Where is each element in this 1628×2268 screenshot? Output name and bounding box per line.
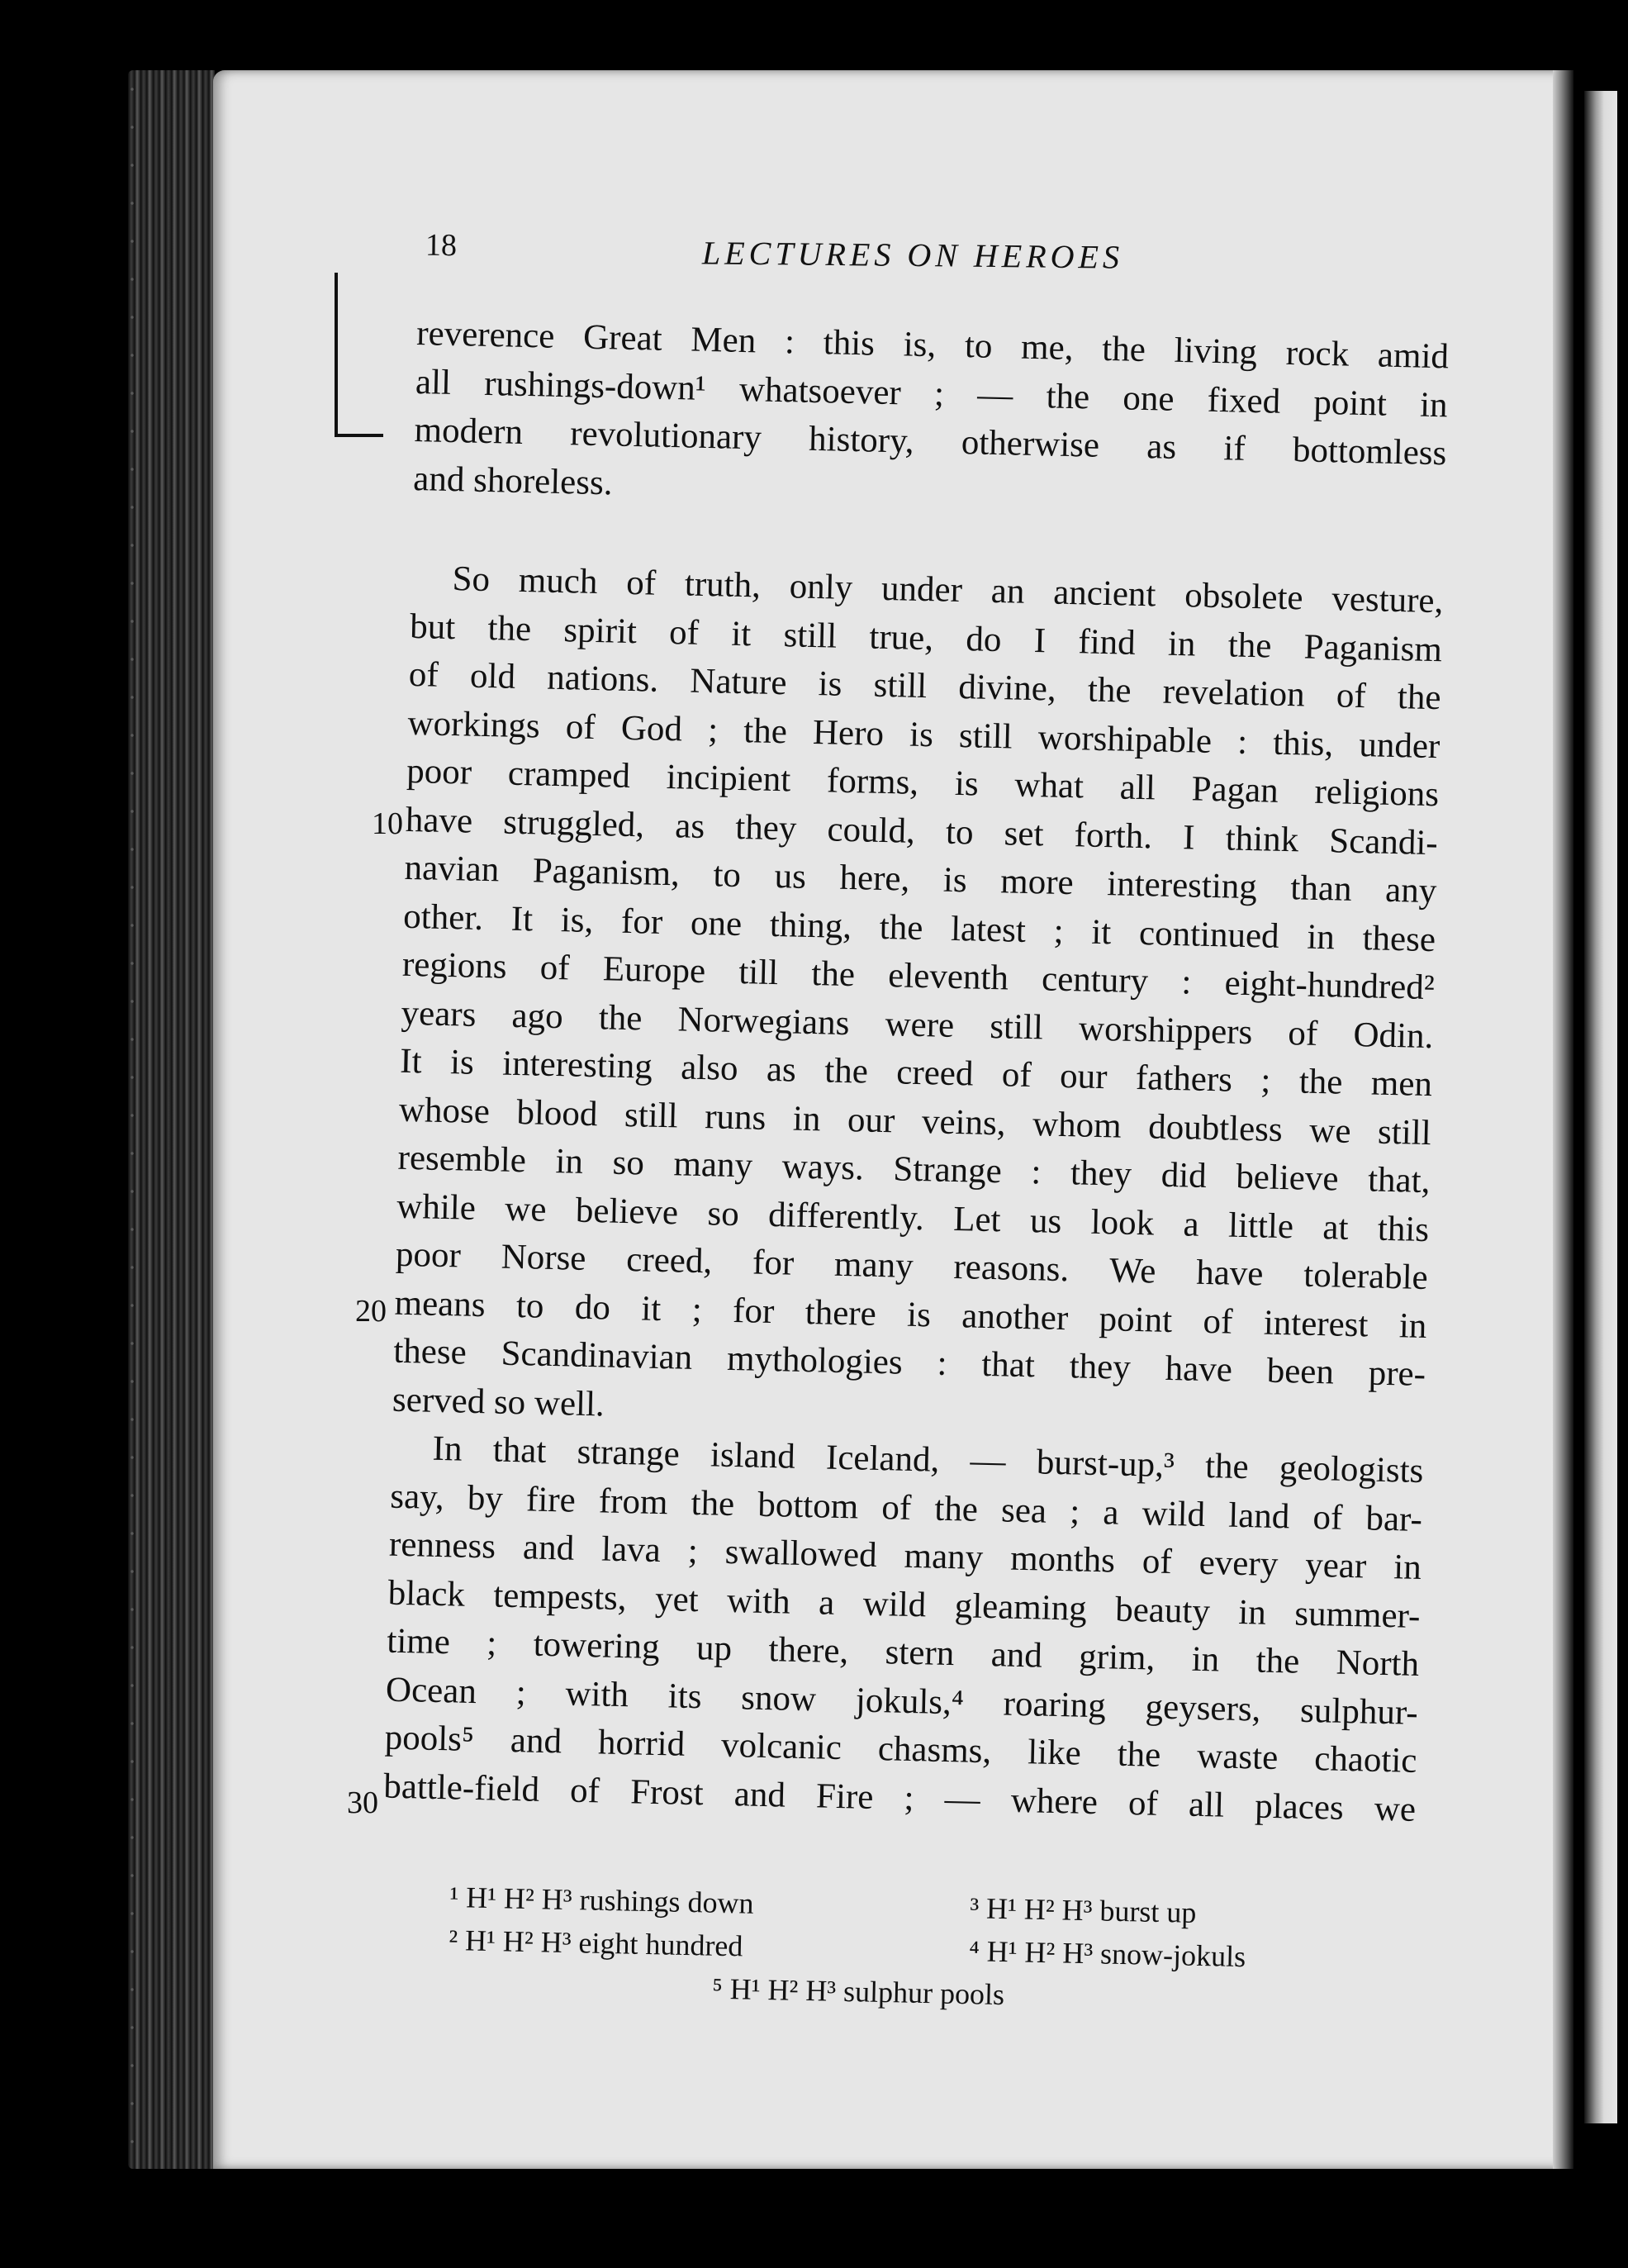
facing-page-edge — [1584, 91, 1617, 2123]
text-line: other. It is, for one thing, the latest ; it continued in these — [402, 896, 1436, 959]
footnote-4: ⁴ H¹ H² H³ snow-jokuls — [968, 1934, 1246, 1974]
text-line: renness and lava ; swallowed many months of every year in — [388, 1524, 1422, 1587]
margin-bracket-mark — [335, 273, 383, 437]
text-line: workings of God ; the Hero is still worshipable : this, under — [407, 703, 1441, 766]
line-number-30: 30 — [347, 1785, 378, 1820]
text-line: poor cramped incipient forms, is what all Pagan religions — [406, 751, 1440, 815]
spine-texture — [124, 70, 140, 2169]
line-number-10: 10 — [372, 806, 403, 841]
footnote-2: ² H¹ H² H³ eight hundred — [448, 1923, 743, 1963]
running-head: LECTURES ON HEROES — [701, 234, 1124, 276]
paragraph — [383, 1424, 1424, 1834]
text-line: years ago the Norwegians were still worshippers of Odin. — [401, 993, 1434, 1056]
text-line: of old nations. Nature is still divine, the revelation of the — [408, 654, 1442, 718]
text-line: these Scandinavian mythologies : that they have been pre- — [392, 1331, 1426, 1395]
paragraph-fragment — [413, 310, 1450, 526]
text-line: but the spirit of it still true, do I find in the Paganism — [409, 606, 1443, 669]
text-line: say, by fire from the bottom of the sea ; a wild land of bar- — [389, 1476, 1423, 1539]
text-line: Ocean ; with its snow jokuls,⁴ roaring geysers, sulphur- — [385, 1670, 1419, 1733]
text-line: regions of Europe till the eleventh century : eight-hundred² — [401, 944, 1436, 1008]
footnote-1: ¹ H¹ H² H³ rushings down — [449, 1880, 754, 1920]
line-number-20: 20 — [355, 1294, 387, 1329]
page-edge-shadow — [1553, 70, 1573, 2169]
text-line: have struggled, as they could, to set forth. I think Scandi- — [405, 800, 1439, 863]
text-line: served so well. — [392, 1380, 605, 1424]
text-line: time ; towering up there, stern and grim, in the North — [386, 1621, 1420, 1684]
text-line: black tempests, yet with a wild gleaming beauty in summer- — [387, 1573, 1421, 1636]
footnote-5: ⁵ H¹ H² H³ sulphur pools — [711, 1971, 1005, 2012]
text-line: poor Norse creed, for many reasons. We have tolerable — [395, 1234, 1429, 1298]
text-line: It is interesting also as the creed of our fathers ; the men — [399, 1041, 1433, 1105]
text-line: navian Paganism, to us here, is more interesting than any — [404, 848, 1437, 911]
page-number: 18 — [425, 227, 458, 264]
text-line: modern revolutionary history, otherwise as if bottomless — [414, 410, 1447, 473]
text-line: and shoreless. — [412, 459, 614, 502]
text-line: resemble in so many ways. Strange : they did believe that, — [397, 1138, 1431, 1201]
text-line: In that strange island Iceland, — burst-up,³ the geologists — [432, 1429, 1424, 1491]
text-line: while we believe so differently. Let us look a little at this — [396, 1186, 1430, 1249]
body-text — [383, 310, 1450, 1834]
text-line: whose blood still runs in our veins, whom doubtless we still — [398, 1090, 1432, 1153]
text-line: battle-field of Frost and Fire ; — where of all places we — [382, 1766, 1417, 1829]
text-line: pools⁵ and horrid volcanic chasms, like the waste chaotic — [384, 1718, 1417, 1781]
text-line: all rushings-down¹ whatsoever ; — the one fixed point in — [415, 362, 1449, 425]
text-line: means to do it ; for there is another point of interest in — [394, 1283, 1427, 1346]
text-line: reverence Great Men : this is, to me, the living rock amid — [415, 313, 1450, 377]
footnote-3: ³ H¹ H² H³ burst up — [969, 1891, 1197, 1929]
paragraph — [392, 554, 1444, 1448]
book-spine — [128, 70, 215, 2169]
text-line: So much of truth, only under an ancient obsolete vesture, — [452, 559, 1444, 621]
footnotes — [448, 1876, 1342, 2023]
